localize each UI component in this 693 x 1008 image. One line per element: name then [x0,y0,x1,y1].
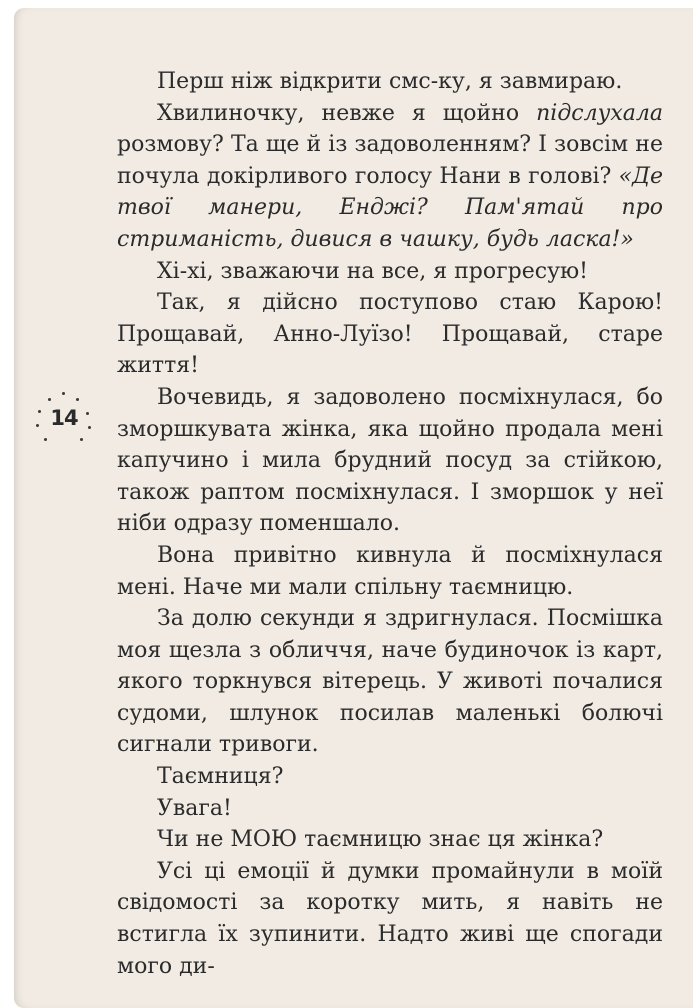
paragraph: Перш ніж відкрити смс-ку, я завмираю. [157,69,623,94]
paragraph: Хі-хі, зважаючи на все, я прогресую! [157,258,589,284]
paragraph: Чи не МОЮ таємницю знає ця жінка? [157,827,604,853]
italic-quote: «Де твої манери, Енджі? Пам'ятай про стриманість, дивися в чашку, будь ласка!» [117,163,663,252]
text-run: Хвилиночку, невже я щойно [157,100,537,126]
paragraph: Усі ці емоції й думки промайнули в моїй свідомості за коротку мить, я навіть не встигла їх зупинити. Надто живі ще спогади мого ди- [117,858,663,979]
ornament-dot [38,410,41,413]
italic-text: підслухала [536,100,663,126]
paragraph: Таємниця? [157,764,284,790]
paragraph: Вочевидь, я задоволено посміхнулася, бо зморшкувата жінка, яка щойно продала мені капучино і мила брудний посуд за стійкою, також раптом посміхнулася. І зморшок у неї ніби одразу поменшало. [117,384,663,537]
ornament-dot [86,412,89,415]
paragraph: Так, я дійсно поступово стаю Карою! Прощавай, Анно-Луїзо! Прощавай, старе життя! [117,290,663,379]
ornament-dot [48,398,51,401]
ornament-dot [36,424,39,427]
ornament-dot [44,438,47,441]
ornament-dot [62,392,65,395]
page-number-marker [34,392,94,448]
paragraph: Увага! [157,795,232,821]
paragraph: За долю секунди я здригнулася. Посмішка моя щезла з обличчя, наче будиночок із карт, якого торкнувся вітерець. У животі почалися судоми, шлунок посилав маленькі болючі сигнали тривоги. [117,606,663,758]
page-number: 14 [50,406,78,430]
paragraph: Вона привітно кивнула й посміхнулася мені. Наче ми мали спільну таємницю. [117,542,663,600]
ornament-dot [88,426,91,429]
ornament-dot [80,438,83,441]
ornament-dot [76,398,79,401]
paragraph [117,98,663,256]
text-run: розмову? Та ще й із задоволенням? І зовсім не почула докірливого голосу Нани в голові? [117,132,663,189]
body-text [117,66,663,982]
